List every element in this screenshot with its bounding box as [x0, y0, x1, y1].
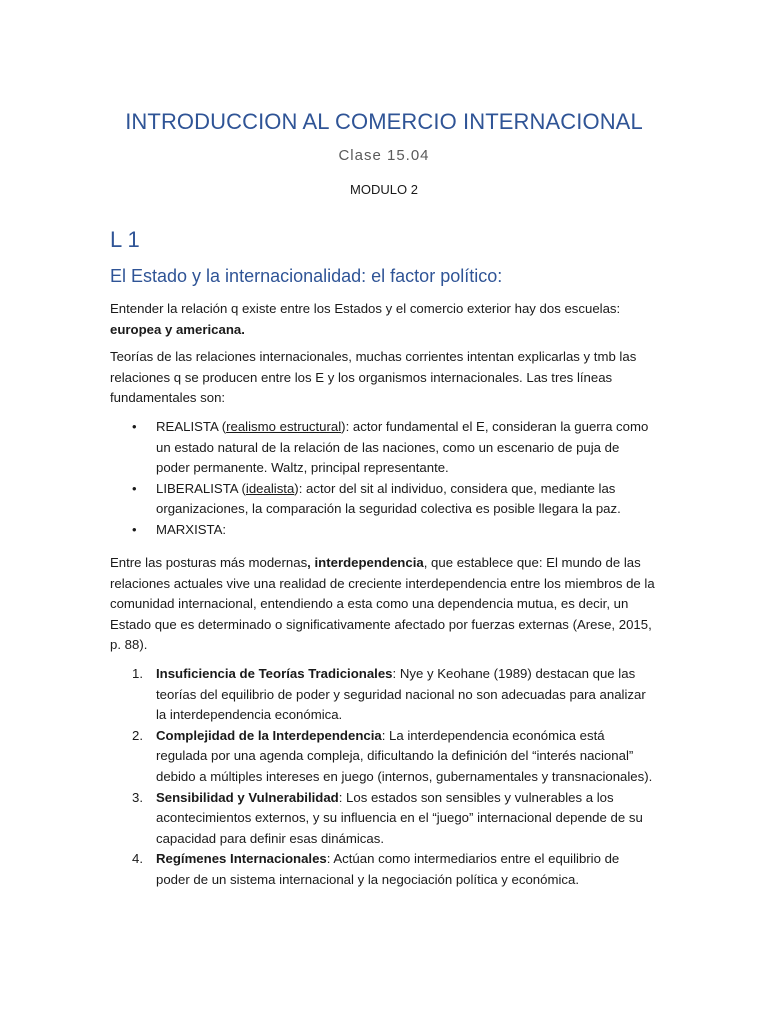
- item-number: 4.: [132, 851, 143, 867]
- theories-paragraph: [110, 347, 655, 409]
- interdep-bold: , interdependencia: [307, 555, 424, 570]
- bullet-prefix: LIBERALISTA (: [156, 480, 246, 496]
- section-heading: L 1: [110, 227, 140, 252]
- bullet-underlined: realismo estructural: [226, 419, 342, 434]
- item-text: : Los estados son sensibles y vulnerables a los acontecimientos externos, y su influencia en el “juego” internacional depende de su capacidad para definir esas dinámicas.: [156, 789, 643, 846]
- item-text: : Actúan como intermediarios entre el equilibrio de poder de un sistema internacional y la negociación política y económica.: [156, 851, 620, 887]
- item-bold: Insuficiencia de Teorías Tradicionales: [156, 666, 393, 681]
- bullet-prefix: MARXISTA:: [156, 521, 227, 537]
- item-bold: Complejidad de la Interdependencia: [156, 727, 382, 743]
- bullet-suffix: ): actor del sit al individuo, considera que, mediante las organizaciones, la comparación la seguridad colectiva es posible llegara la paz.: [156, 480, 621, 517]
- list-item: [110, 520, 655, 541]
- theories-list: [110, 417, 655, 541]
- document-title: INTRODUCCION AL COMERCIO INTERNACIONAL: [125, 109, 643, 134]
- item-bold: Sensibilidad y Vulnerabilidad: [156, 789, 339, 805]
- bullet-marker: •: [132, 521, 137, 537]
- interdependence-paragraph: [110, 553, 655, 656]
- interdependence-list: [110, 664, 655, 891]
- item-text: : Nye y Keohane (1989) destacan que las teorías del equilibrio de poder y seguridad nacional no son adecuadas para analizar la interdependencia económica.: [156, 666, 646, 723]
- interdep-post: , que establece que: El mundo de las relaciones actuales vive una realidad de creciente interdependencia entre los miembros de la comunidad internacional, entendiendo a esta como una dependencia mutua, es decir, un Estado que es determinado o significativamente afectado por fuerzas externas (Arese, 2015, p. 88).: [110, 555, 655, 653]
- list-item: [110, 726, 655, 788]
- interdep-pre: Entre las posturas más modernas: [110, 555, 308, 570]
- intro-bold: europea y americana.: [110, 321, 245, 337]
- item-number: 1.: [132, 666, 143, 681]
- list-item: [110, 849, 655, 890]
- theories-text: Teorías de las relaciones internacionales, muchas corrientes intentan explicarlas y tmb las relaciones q se producen entre los E y los organismos internacionales. Las tres líneas fundamentales son:: [110, 349, 637, 406]
- document-subtitle: Clase 15.04: [338, 147, 430, 164]
- list-item: [110, 479, 655, 520]
- subsection-heading: El Estado y la internacionalidad: el factor político:: [110, 266, 503, 286]
- item-number: 2.: [132, 727, 143, 743]
- bullet-marker: •: [132, 480, 137, 496]
- item-bold: Regímenes Internacionales: [156, 851, 327, 867]
- module-label: MODULO 2: [350, 182, 418, 197]
- intro-text: Entender la relación q existe entre los Estados y el comercio exterior hay dos escuelas:: [110, 301, 621, 316]
- list-item: [110, 664, 655, 726]
- list-item: [110, 417, 655, 479]
- item-number: 3.: [132, 789, 143, 805]
- bullet-underlined: idealista: [245, 480, 295, 496]
- bullet-marker: •: [132, 419, 137, 434]
- list-item: [110, 788, 655, 850]
- bullet-suffix: ): actor fundamental el E, consideran la guerra como un estado natural de la relación de las naciones, como un escenario de puja de poder permanente. Waltz, principal representante.: [156, 419, 649, 476]
- item-text: : La interdependencia económica está regulada por una agenda compleja, dificultando la definición del “interés nacional” debido a múltiples intereses en juego (internos, gubernamentales y transnacionales).: [156, 727, 653, 784]
- bullet-prefix: REALISTA (: [156, 419, 227, 434]
- intro-paragraph: [110, 299, 655, 340]
